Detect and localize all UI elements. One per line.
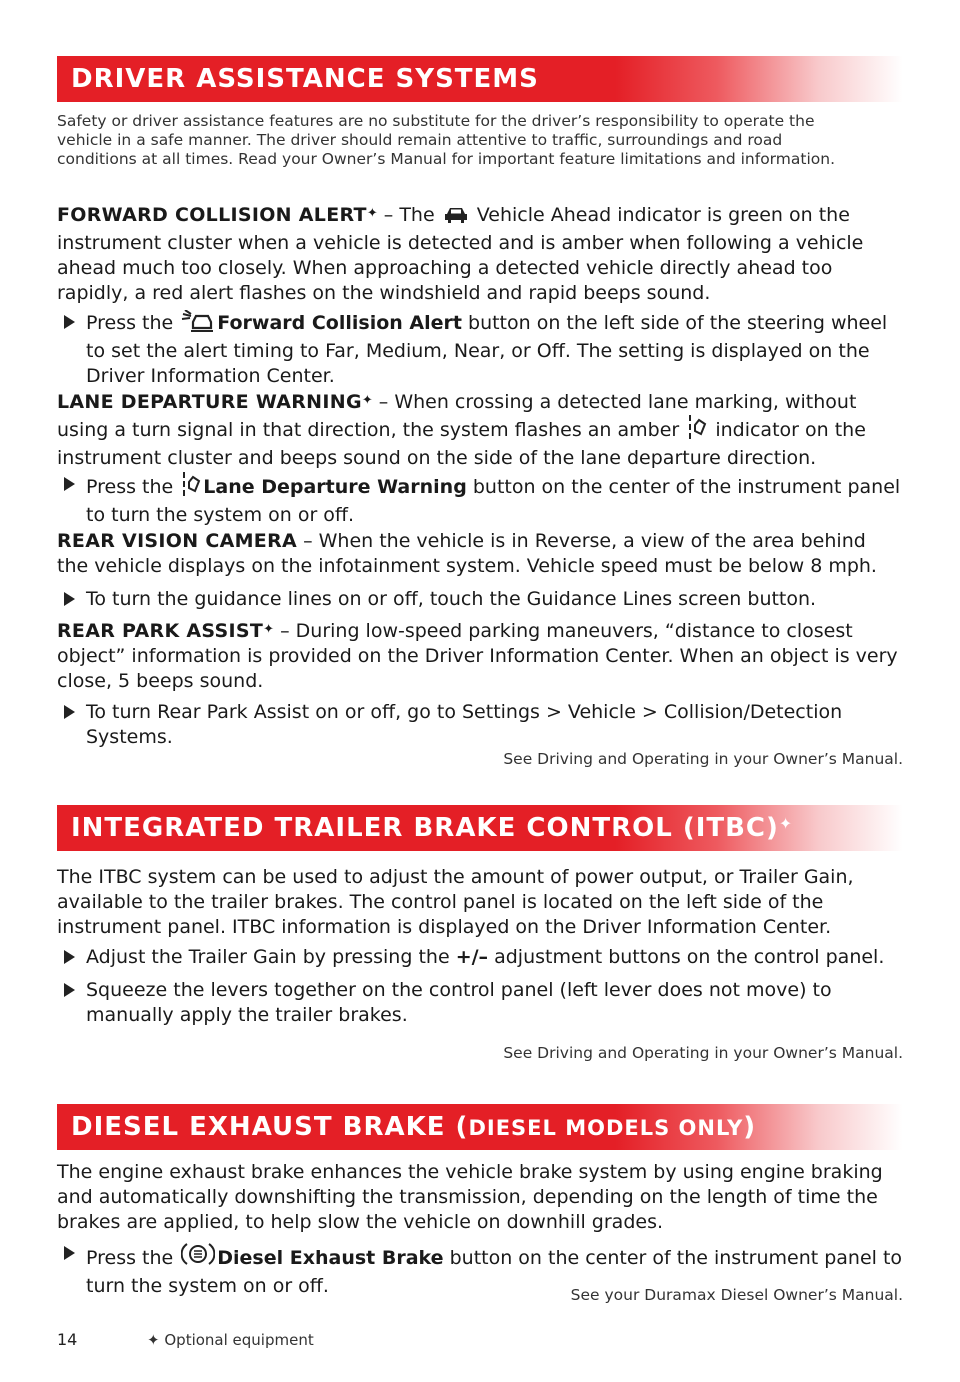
fca-paragraph: FORWARD COLLISION ALERT✦ – The Vehicle Ahead indicator is green on the instrument cluster when a vehicle is detected and is amber when following a vehicle ahead much too closely. When approaching a detected vehicle directly ahead too rapidly, a red alert flashes on the windshield and rapid beeps sound.: [57, 204, 864, 304]
ldw-heading: LANE DEPARTURE WARNING: [57, 391, 362, 413]
vehicle-ahead-icon: [443, 206, 469, 231]
bullet-arrow-icon: [64, 477, 75, 491]
fca-bullet: Press the Forward Collision Alert button on the left side of the steering wheel to set the alert timing to Far, Medium, Near, or Off. The setting is displayed on the Driver Information Center.: [86, 310, 903, 389]
rvc-heading: REAR VISION CAMERA: [57, 530, 298, 552]
lane-departure-warning-icon: [181, 472, 201, 503]
rpa-bullet: To turn Rear Park Assist on or off, go to Settings > Vehicle > Collision/Detection Systems.: [86, 700, 903, 750]
ldw-paragraph: LANE DEPARTURE WARNING✦ – When crossing a detected lane marking, without using a turn signal in that direction, the system flashes an amber indicator on the instrument cluster and beeps sound on the side of the lane departure direction.: [57, 391, 866, 469]
itbc-bullet-levers: Squeeze the levers together on the control panel (left lever does not move) to manually apply the trailer brakes.: [86, 978, 903, 1028]
bullet-arrow-icon: [64, 705, 75, 719]
section-title-diesel-exhaust-brake: DIESEL EXHAUST BRAKE (DIESEL MODELS ONLY): [57, 1104, 903, 1150]
bullet-arrow-icon: [64, 983, 75, 997]
section-title-itbc: INTEGRATED TRAILER BRAKE CONTROL (ITBC)✦: [57, 805, 903, 851]
rvc-bullet: To turn the guidance lines on or off, touch the Guidance Lines screen button.: [86, 587, 903, 612]
das-intro: Safety or driver assistance features are no substitute for the driver’s responsibility to operate the vehicle in a safe manner. The driver should remain attentive to traffic, surroundings and road conditions at all times. Read your Owner’s Manual for important feature limitations and information.: [57, 112, 835, 168]
optional-equipment-note: ✦ Optional equipment: [147, 1331, 314, 1349]
lane-departure-icon: [687, 415, 707, 446]
exhaust-brake-icon: [181, 1241, 215, 1274]
optional-dagger-icon: ✦: [147, 1331, 160, 1349]
forward-collision-alert-icon: [181, 310, 215, 339]
itbc-bullet-gain: Adjust the Trailer Gain by pressing the +/– adjustment buttons on the control panel.: [86, 945, 903, 970]
itbc-intro: The ITBC system can be used to adjust the amount of power output, or Trailer Gain, available to the trailer brakes. The control panel is located on the left side of the instrument panel. ITBC information is displayed on the Driver Information Center.: [57, 866, 854, 938]
optional-dagger-icon: ✦: [366, 206, 378, 221]
itbc-reference: See Driving and Operating in your Owner’s Manual.: [503, 1044, 903, 1062]
deb-intro: The engine exhaust brake enhances the vehicle brake system by using engine braking and automatically downshifting the transmission, depending on the length of time the brakes are applied, to help slow the vehicle on downhill grades.: [57, 1161, 883, 1233]
deb-reference: See your Duramax Diesel Owner’s Manual.: [570, 1286, 903, 1304]
ldw-bullet: Press the Lane Departure Warning button on the center of the instrument panel to turn the system on or off.: [86, 472, 903, 528]
section-title-driver-assistance: DRIVER ASSISTANCE SYSTEMS: [57, 56, 903, 102]
bullet-arrow-icon: [64, 315, 75, 329]
rpa-paragraph: REAR PARK ASSIST✦ – During low-speed parking maneuvers, “distance to closest object” information is provided on the Driver Information Center. When an object is very close, 5 beeps sound.: [57, 620, 898, 692]
page-number: 14: [57, 1330, 78, 1349]
bullet-arrow-icon: [64, 950, 75, 964]
bullet-arrow-icon: [64, 1246, 75, 1260]
deb-bullet: Press the Diesel Exhaust Brake button on the center of the instrument panel to turn the system on or off.: [86, 1241, 903, 1299]
das-reference: See Driving and Operating in your Owner’s Manual.: [503, 750, 903, 768]
rpa-heading: REAR PARK ASSIST: [57, 620, 264, 642]
bullet-arrow-icon: [64, 592, 75, 606]
rvc-paragraph: REAR VISION CAMERA – When the vehicle is in Reverse, a view of the area behind the vehicle displays on the infotainment system. Vehicle speed must be below 8 mph.: [57, 530, 877, 577]
fca-heading: FORWARD COLLISION ALERT: [57, 204, 367, 226]
